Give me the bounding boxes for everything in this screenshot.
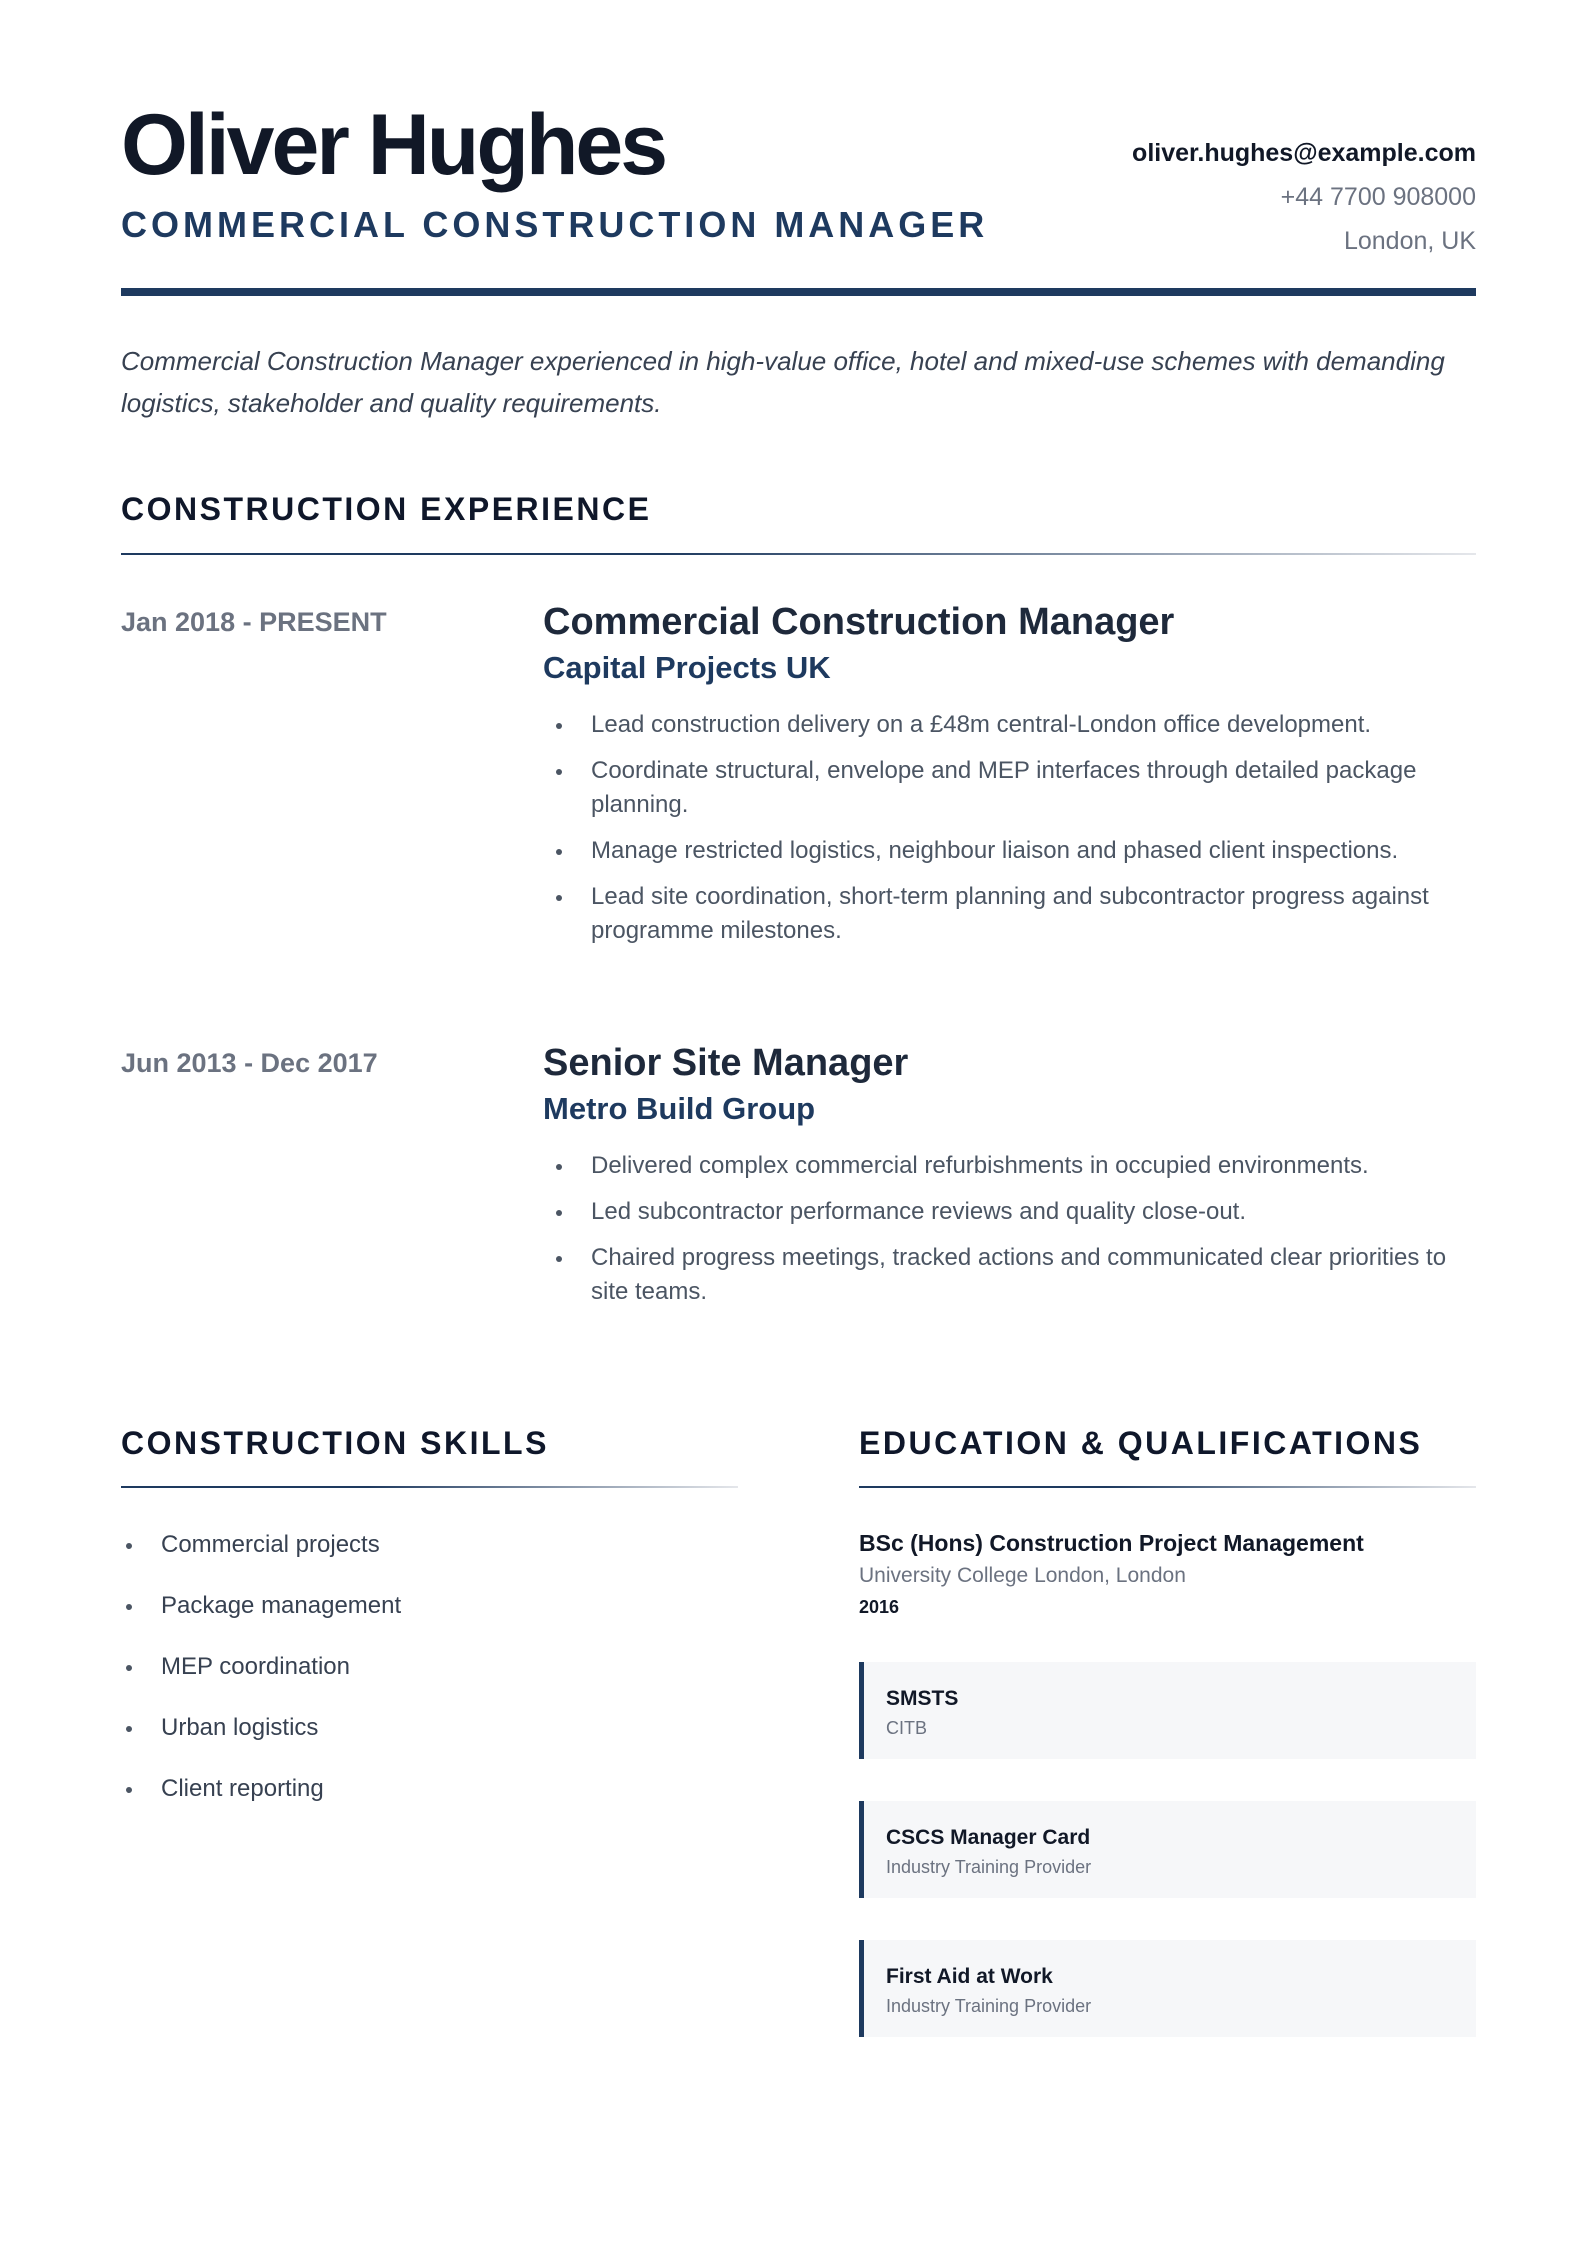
profile-summary: Commercial Construction Manager experienced in high-value office, hotel and mixed-use schemes with demanding logistics, stakeholder and quality requirements. bbox=[121, 346, 1445, 418]
certification-card bbox=[859, 1940, 1476, 2037]
certification-card bbox=[859, 1662, 1476, 1759]
certification-card bbox=[859, 1801, 1476, 1898]
cert-issuer: Industry Training Provider bbox=[886, 1996, 1092, 2016]
job-bullet: Led subcontractor performance reviews and quality close-out. bbox=[543, 1195, 1476, 1229]
job-bullets bbox=[543, 708, 1476, 948]
cert-issuer: CITB bbox=[886, 1718, 928, 1738]
contact-block bbox=[1132, 131, 1476, 263]
experience-divider bbox=[121, 553, 1476, 555]
skill-item: MEP coordination bbox=[121, 1650, 401, 1684]
job-dates: Jan 2018 - PRESENT bbox=[121, 607, 387, 637]
candidate-role: COMMERCIAL CONSTRUCTION MANAGER bbox=[121, 204, 989, 245]
job-company: Capital Projects UK bbox=[543, 650, 831, 685]
job-title: Senior Site Manager bbox=[543, 1042, 909, 1084]
job-bullet: Delivered complex commercial refurbishments in occupied environments. bbox=[543, 1149, 1476, 1183]
cert-issuer: Industry Training Provider bbox=[886, 1857, 1092, 1877]
cert-name: First Aid at Work bbox=[886, 1965, 1053, 1988]
cert-name: CSCS Manager Card bbox=[886, 1826, 1091, 1849]
job-bullet: Chaired progress meetings, tracked actions and communicated clear priorities to site teams. bbox=[543, 1241, 1476, 1309]
skill-item: Package management bbox=[121, 1589, 401, 1623]
resume-header bbox=[121, 95, 1476, 295]
job-bullet: Coordinate structural, envelope and MEP interfaces through detailed package planning. bbox=[543, 754, 1476, 822]
education-entry bbox=[859, 1527, 1476, 1621]
job-dates: Jun 2013 - Dec 2017 bbox=[121, 1048, 378, 1078]
contact-email[interactable]: oliver.hughes@example.com bbox=[1132, 139, 1476, 167]
degree-title: BSc (Hons) Construction Project Management bbox=[859, 1530, 1364, 1556]
education-divider bbox=[859, 1486, 1476, 1488]
school-name: University College London, London bbox=[859, 1564, 1186, 1587]
graduation-year: 2016 bbox=[859, 1597, 900, 1617]
skills-divider bbox=[121, 1486, 738, 1488]
skill-item: Urban logistics bbox=[121, 1711, 401, 1745]
experience-heading: CONSTRUCTION EXPERIENCE bbox=[121, 491, 652, 527]
job-details bbox=[543, 1042, 1476, 1321]
job-bullet: Lead construction delivery on a £48m central-London office development. bbox=[543, 708, 1476, 742]
contact-phone[interactable]: +44 7700 908000 bbox=[1280, 183, 1476, 211]
skill-item: Client reporting bbox=[121, 1772, 401, 1806]
contact-location: London, UK bbox=[1343, 227, 1476, 255]
job-bullets bbox=[543, 1149, 1476, 1309]
skills-heading: CONSTRUCTION SKILLS bbox=[121, 1425, 549, 1461]
skills-list bbox=[121, 1528, 401, 1833]
candidate-name: Oliver Hughes bbox=[121, 97, 666, 193]
job-title: Commercial Construction Manager bbox=[543, 601, 1175, 643]
cert-name: SMSTS bbox=[886, 1687, 959, 1710]
job-company: Metro Build Group bbox=[543, 1091, 816, 1126]
job-details bbox=[543, 601, 1476, 960]
job-bullet: Manage restricted logistics, neighbour liaison and phased client inspections. bbox=[543, 834, 1476, 868]
header-divider bbox=[121, 288, 1476, 296]
skill-item: Commercial projects bbox=[121, 1528, 401, 1562]
job-bullet: Lead site coordination, short-term planning and subcontractor progress against programme milestones. bbox=[543, 880, 1476, 948]
education-heading: EDUCATION & QUALIFICATIONS bbox=[859, 1425, 1423, 1461]
